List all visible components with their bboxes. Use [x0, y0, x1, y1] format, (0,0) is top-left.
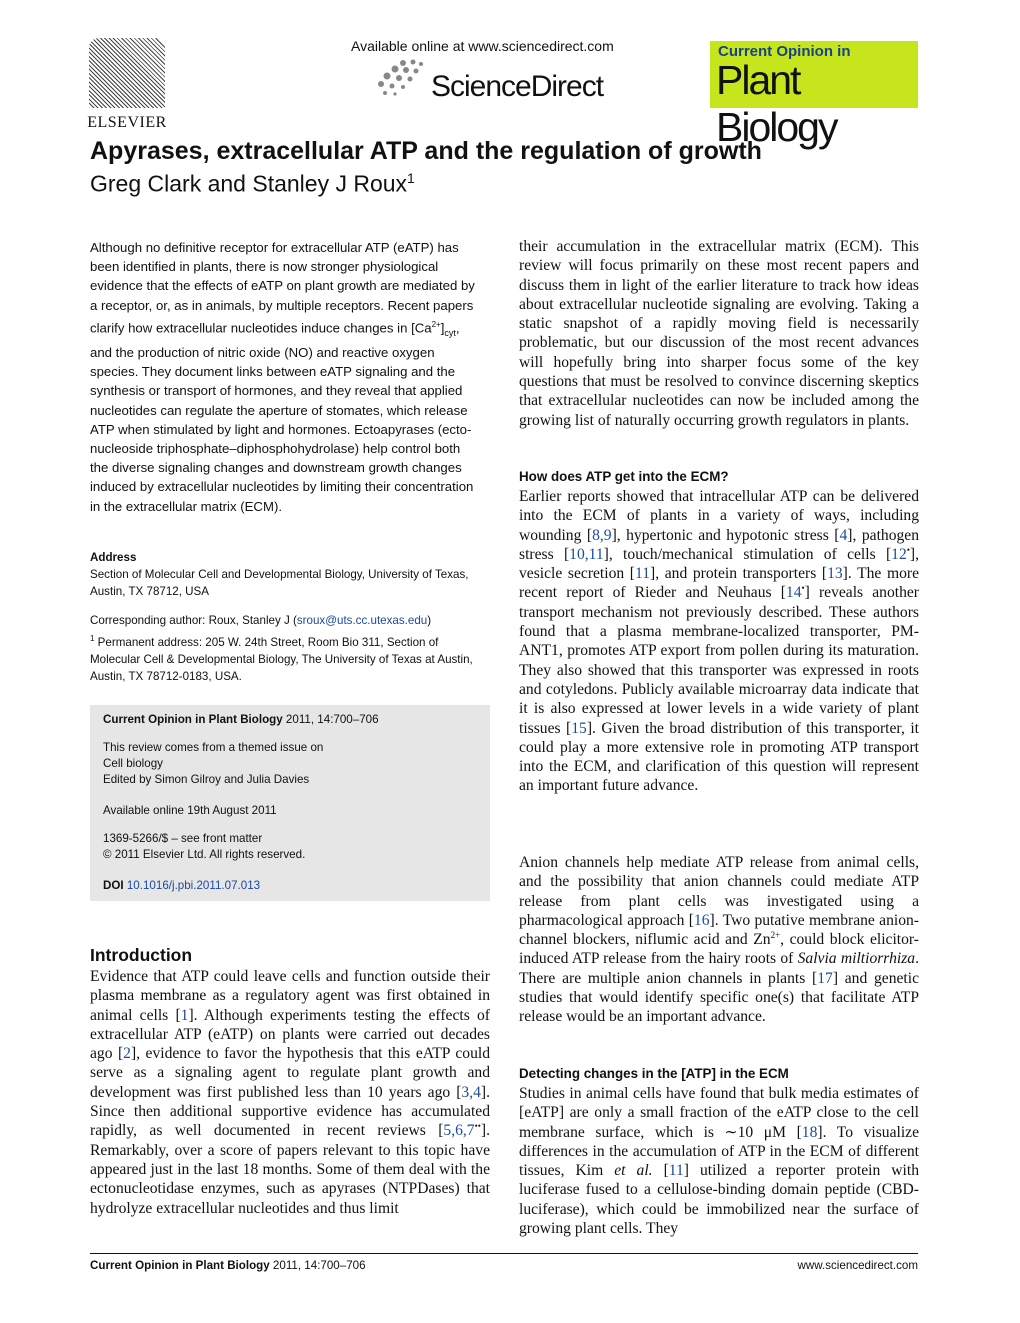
abstract	[90, 238, 480, 516]
permanent-address-text: Permanent address: 205 W. 24th Street, Room Bio 311, Section of Molecular Cell & Developmental Biology, The University of Texas at Austin, Austin, TX 78712-0183, USA.	[90, 635, 473, 684]
section-text: ], pathogen stress [	[519, 526, 920, 563]
author-names: Greg Clark and Stanley J Roux	[90, 170, 408, 197]
abstract-text-2: , and the production of nitric oxide (NO) and reactive oxygen species. They document links between eATP signaling and the synthesis or transport of hormones, and they reveal that applied nucleotides can regulate the aperture of stomates, which release ATP when stimulated by light and hormones. Ectoapyrases (ecto-nucleoside triphosphate–diphosphohydrolase) help control both the diverse signaling changes and downstream growth changes induced by extracellular nucleotides by limiting their concentration in the extracellular matrix (ECM).	[90, 320, 474, 514]
reference-link[interactable]: 11	[635, 565, 651, 583]
section-text: ], and protein transporters [	[650, 565, 828, 583]
footer-citation	[90, 1259, 366, 1272]
journal-logo-line1: Current Opinion in	[718, 43, 851, 60]
article-title: Apyrases, extracellular ATP and the regulation of growth	[90, 137, 762, 165]
abstract-text-1: Although no definitive receptor for extracellular ATP (eATP) has been identified in plants, there is now stronger physiological evidence that the effects of eATP on plant growth are mediated by a receptor, or, as in animals, by multiple receptors. Recent papers clarify how extracellular nucleotides induce changes in [Ca	[90, 240, 475, 336]
info-issn: 1369-5266/$ – see front matter	[103, 832, 263, 845]
section-text: . There are multiple anion channels in plants [	[519, 950, 919, 987]
footnote-marker: 1	[90, 633, 95, 643]
reference-link[interactable]: 2	[123, 1045, 131, 1063]
intro-text: ]. Since then additional supportive evidence has accumulated rapidly, as well documented in recent reviews [	[90, 1083, 490, 1140]
intro-text: ]. Remarkably, over a score of papers relevant to this topic have appeared just in the last 18 months. Some of them deal with the ectonucleotidase enzymes, such as apyrases (NTPDases) that hydrolyze extracellular nucleotides and thus limit	[90, 1122, 490, 1217]
info-doi	[103, 878, 483, 895]
reference-link[interactable]: 11	[668, 1162, 684, 1180]
reference-link[interactable]: 15	[571, 719, 587, 737]
info-themed-line1: This review comes from a themed issue on	[103, 741, 324, 754]
address-heading: Address	[90, 551, 137, 564]
reference-importance-marker: •	[906, 544, 910, 555]
reference-link[interactable]: 16	[693, 911, 710, 929]
author-footnote-marker: 1	[407, 170, 415, 186]
reference-link[interactable]: 10,11	[569, 545, 604, 563]
introduction-paragraph	[90, 967, 490, 1218]
sciencedirect-logo	[373, 58, 613, 108]
info-themed-line2: Cell biology	[103, 757, 163, 770]
reference-link[interactable]: 18	[801, 1123, 818, 1141]
section-text: ], touch/mechanical stimulation of cells [	[603, 545, 892, 563]
footer-divider	[90, 1253, 918, 1254]
reference-link[interactable]: 13	[827, 565, 843, 583]
reference-link[interactable]: 5,6,7	[443, 1122, 475, 1140]
section-text: ]. To visualize differences in the accumulation of ATP in the ECM of different tissues, Kim	[519, 1123, 919, 1180]
section-text: ] reveals another transport mechanism not previously described. These authors found that a plasma membrane-localized transporter, PM-ANT1, promotes ATP export from pollen during its maturation. They also showed that this transporter was expressed in roots and cotyledons. Publicly available microarray data indicate that it is also expressed at lower levels in a wide variety of plant tissues [	[519, 584, 919, 737]
abstract-bracket: ]	[440, 320, 445, 336]
publisher-name: ELSEVIER	[87, 114, 167, 131]
address-text: Section of Molecular Cell and Developmental Biology, University of Texas, Austin, TX 78712, USA	[90, 568, 469, 598]
introduction-heading: Introduction	[90, 945, 193, 965]
info-journal-name: Current Opinion in Plant Biology	[103, 713, 283, 726]
info-doi-label: DOI	[103, 879, 124, 892]
intro-continuation: their accumulation in the extracellular matrix (ECM). This review will focus primarily on these most recent papers and discuss them in light of the earlier literature to track how ideas about extracellular nucleotide signaling are evolving. Taking a static snapshot of a rapidly moving field is necessarily problematic, but our discussion of the most recent advances will hopefully bring into sharper focus some of the key questions that must be resolved to convince discerning skeptics that extracellular nucleotides can now be included among the growing list of naturally occurring growth regulators in plants.	[519, 238, 919, 429]
section-text: , could block elicitor-induced ATP release from the hairy roots of	[519, 931, 919, 968]
section-text: ], vesicle secretion [	[519, 545, 919, 583]
section-text: ], hypertonic and hypotonic stress [	[611, 526, 840, 544]
section-text: ] utilized a reporter protein with luciferase fused to a cellulose-binding domain peptide (CBD-luciferase), which could be immobilized near the surface of growing plant cells. They	[519, 1162, 919, 1238]
footer-url[interactable]: www.sciencedirect.com	[797, 1259, 918, 1272]
et-al: et al.	[614, 1162, 653, 1180]
reference-link[interactable]: 12	[891, 545, 907, 563]
reference-link[interactable]: 3,4	[461, 1083, 481, 1101]
corresponding-author-prefix: Corresponding author: Roux, Stanley J (	[90, 614, 297, 627]
footer-citation-text: 2011, 14:700–706	[269, 1259, 366, 1272]
info-copyright: © 2011 Elsevier Ltd. All rights reserved.	[103, 848, 306, 861]
section-text: ]. Two putative membrane anion-channel blockers, niflumic acid and Zn	[519, 911, 919, 949]
article-authors	[90, 170, 415, 198]
reference-importance-marker: •	[801, 583, 805, 594]
journal-logo-line2: Plant Biology	[716, 57, 837, 150]
reference-importance-marker: ••	[474, 1121, 481, 1132]
info-available-online: Available online 19th August 2011	[103, 804, 277, 817]
section-heading-detecting-atp: Detecting changes in the [ATP] in the ECM	[519, 1066, 789, 1081]
corresponding-email-link[interactable]: sroux@uts.cc.utexas.edu	[296, 614, 428, 627]
section-text: [	[652, 1162, 669, 1180]
section-detecting-atp-body	[519, 1084, 919, 1238]
zn-charge: 2+	[770, 930, 781, 940]
section-text: Earlier reports showed that intracellular ATP can be delivered into the ECM of plants in a variety of ways, including wounding [	[519, 488, 919, 544]
info-citation	[103, 712, 483, 729]
elsevier-logo	[84, 38, 170, 131]
anion-channels-paragraph	[519, 853, 919, 1027]
doi-link[interactable]: 10.1016/j.pbi.2011.07.013	[126, 879, 261, 892]
section-text: ] and genetic studies that would identify specific one(s) that facilitate ATP release would be an important advance.	[519, 969, 919, 1026]
reference-link[interactable]: 8,9	[592, 526, 612, 544]
corresponding-author	[90, 612, 480, 630]
footer-journal-name: Current Opinion in Plant Biology	[90, 1259, 270, 1272]
section-text: ]. Given the broad distribution of this transporter, it could play a more extensive role in promoting ATP transport into the ECM, and clarification of this question will represent an important future advance.	[519, 719, 920, 795]
section-heading-atp-ecm: How does ATP get into the ECM?	[519, 469, 729, 484]
sciencedirect-wordmark: ScienceDirect	[431, 70, 604, 103]
corresponding-author-suffix: )	[427, 614, 432, 627]
abstract-cyt-sub: cyt	[444, 327, 456, 338]
section-text: Anion channels help mediate ATP release from animal cells, and the possibility that anion channels could mediate ATP release from plant cells was investigated using a pharmacological approach [	[519, 854, 919, 929]
reference-link[interactable]: 17	[817, 969, 833, 987]
correspondence-block	[90, 612, 480, 686]
address-block	[90, 549, 480, 600]
abstract-ca-charge: 2+	[431, 319, 441, 329]
section-text: Studies in animal cells have found that bulk media estimates of [eATP] are only a small fraction of the eATP close to the cell membrane surface, which is ∼10 μM [	[519, 1085, 919, 1141]
info-themed-line3: Edited by Simon Gilroy and Julia Davies	[103, 773, 310, 786]
reference-link[interactable]: 14	[785, 584, 802, 602]
permanent-address-note	[90, 630, 480, 686]
section-atp-ecm-body	[519, 487, 919, 796]
journal-logo	[710, 41, 918, 150]
info-citation-text: 2011, 14:700–706	[282, 713, 379, 726]
elsevier-tree-icon	[89, 38, 165, 108]
intro-text: Evidence that ATP could leave cells and function outside their plasma membrane as a regulatory agent was first obtained in animal cells [	[90, 968, 490, 1024]
introduction-body	[90, 967, 490, 1218]
available-online-text: Available online at www.sciencedirect.com	[351, 38, 614, 54]
article-info-box	[90, 705, 490, 901]
reference-link[interactable]: 1	[180, 1006, 189, 1024]
reference-link[interactable]: 4	[839, 526, 848, 544]
intro-text: ], evidence to favor the hypothesis that this eATP could serve as a signaling agent to regulate plant growth and development was first published less than 10 years ago [	[90, 1045, 490, 1101]
sciencedirect-dots-icon	[373, 58, 431, 98]
intro-text: ]. Although experiments testing the effects of extracellular ATP (eATP) on plants were carried out decades ago [	[90, 1006, 490, 1063]
species-name: Salvia miltiorrhiza	[797, 950, 916, 968]
section-text: ]. The more recent report of Rieder and Neuhaus [	[519, 565, 919, 602]
